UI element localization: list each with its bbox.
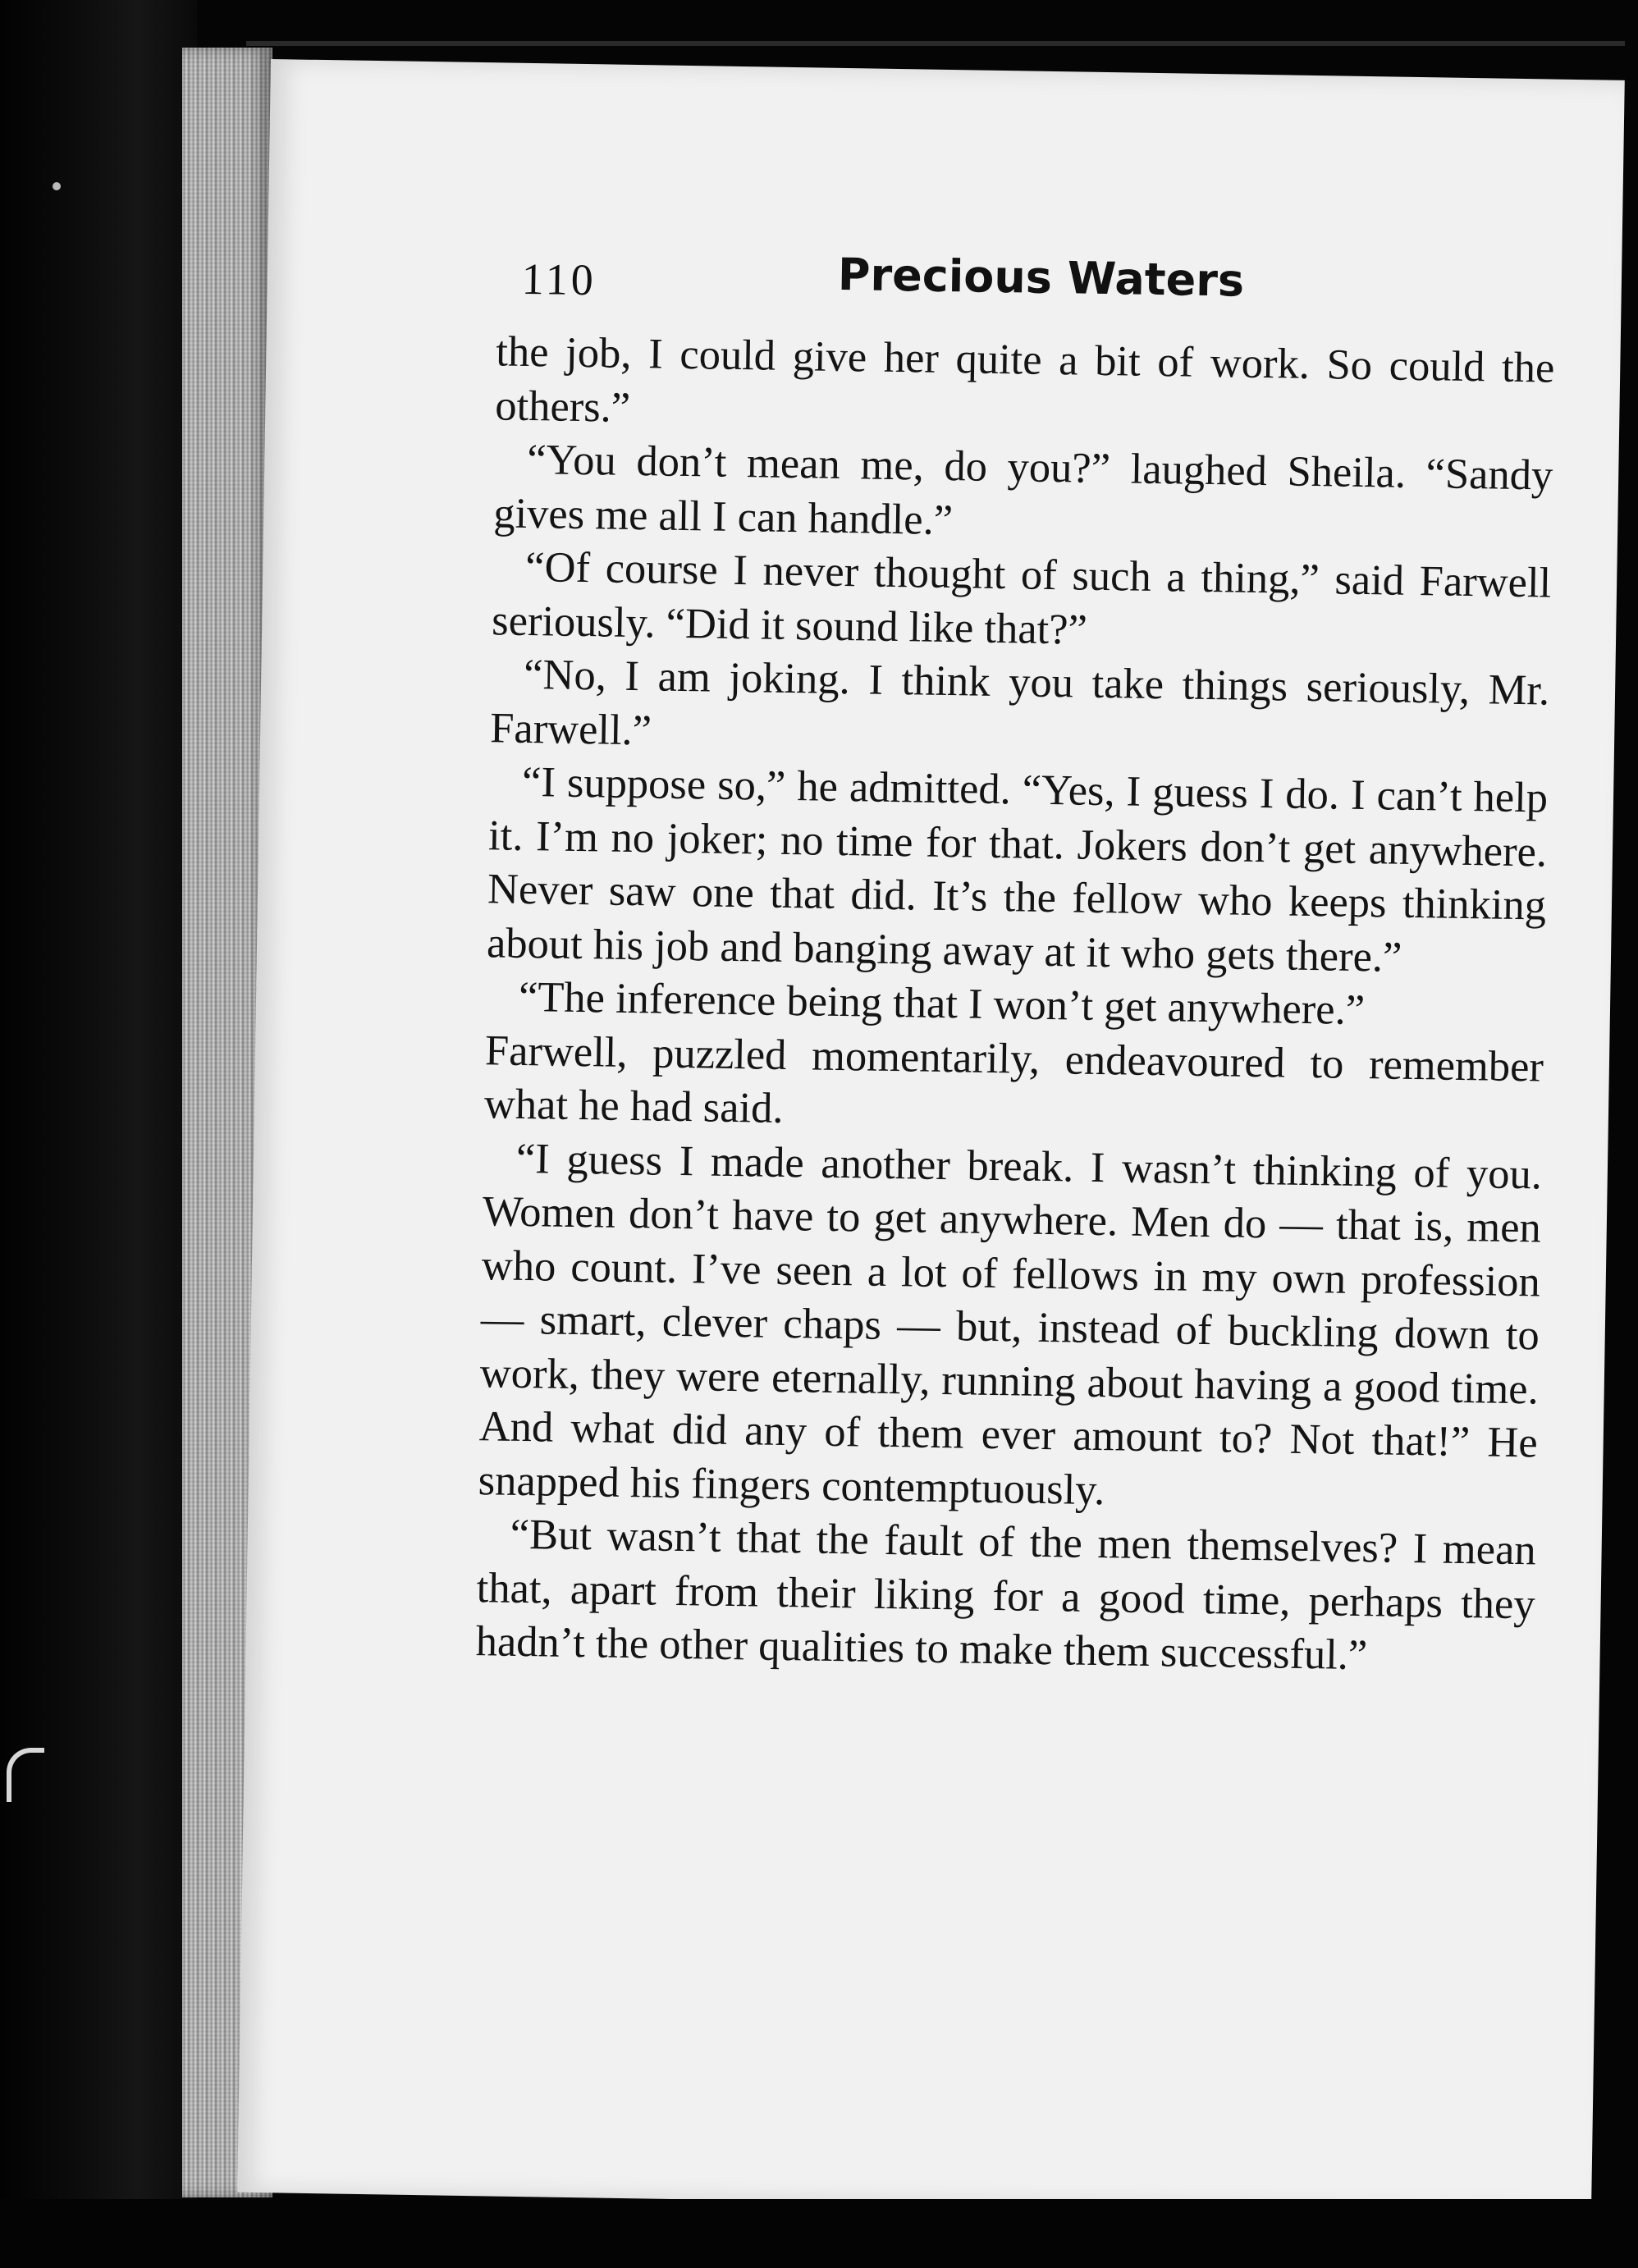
scan-speck: [53, 182, 61, 190]
top-edge-rule: [246, 41, 1625, 46]
paragraph: the job, I could give her quite a bit of work. So could the others.”: [494, 327, 1555, 432]
page-header: [521, 244, 1548, 334]
paragraph: “No, I am joking. I think you take things seriously, Mr. Farwell.”: [489, 650, 1550, 754]
page-number: 110: [521, 254, 597, 305]
paragraph: Farwell, puzzled momentarily, endeavoured to remember what he had said.: [483, 1026, 1544, 1132]
paragraph: “You don’t mean me, do you?” laughed Sheila. “Sandy gives me all I can handle.”: [492, 435, 1553, 544]
page-curl-mark: [7, 1748, 44, 1802]
paragraph: “But wasn’t that the fault of the men themselves? I mean that, apart from their liking for a good time, perhaps they hadn’t the other qualities to make them successful.”: [475, 1510, 1537, 1680]
paragraph: “The inference being that I won’t get anywhere.”: [518, 972, 1366, 1035]
paragraph: “Of course I never thought of such a thing,” said Farwell seriously. “Did it sound like that?”: [491, 542, 1552, 654]
book-spine: [0, 0, 197, 2268]
body-text: [475, 325, 1555, 1685]
bottom-dark-band: [0, 2199, 1638, 2268]
page-surface: [237, 59, 1625, 2214]
paragraph: “I suppose so,” he admitted. “Yes, I guess I do. I can’t help it. I’m no joker; no time for that. Jokers don’t get anywhere. Never saw one that did. It’s the fellow who keeps thinking about his job and banging away at it who gets there.”: [486, 757, 1549, 981]
paragraph: “I guess I made another break. I wasn’t thinking of you. Women don’t have to get anywhere. Men do — that is, men who count. I’ve seen a lot of fellows in my own profession — smart, clever chaps — but, instead of buckling down to work, they were eternally, running about having a good time. And what did any of them ever amount to? Not that!” He snapped his fingers contemptuously.: [478, 1134, 1543, 1514]
running-title: Precious Waters: [837, 248, 1245, 307]
